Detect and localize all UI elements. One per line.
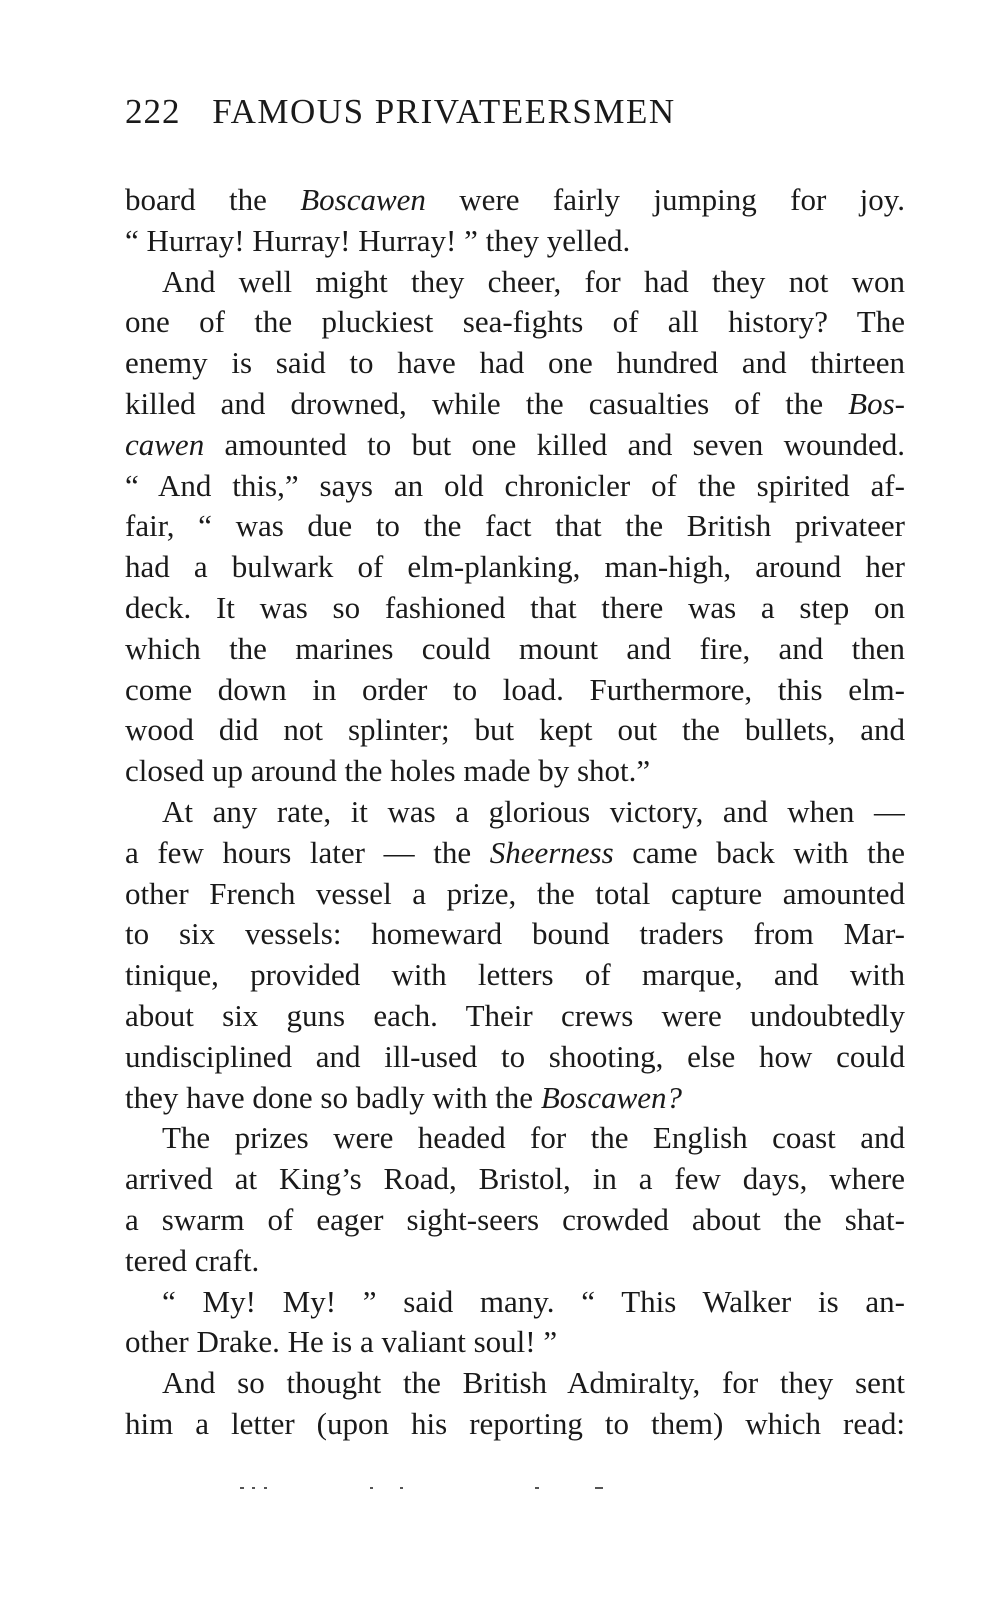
text-line: And so thought the British Admiralty, for they sent [162, 1365, 905, 1401]
text-line: enemy is said to have had one hundred and thirteen [125, 345, 905, 381]
text-line: to six vessels: homeward bound traders from Mar- [125, 916, 905, 952]
print-mark [252, 1487, 255, 1489]
page-number: 222 [125, 92, 181, 131]
text-line: arrived at King’s Road, Bristol, in a few days, where [125, 1161, 905, 1197]
running-head [125, 92, 905, 142]
body-text [125, 180, 905, 1445]
text-line: a few hours later — the Sheerness came back with the [125, 834, 905, 870]
text-line: undisciplined and ill-used to shooting, else how could [125, 1038, 905, 1074]
text-line: tinique, provided with letters of marque, and with [125, 957, 905, 993]
text-line: had a bulwark of elm-planking, man-high, around her [125, 549, 905, 585]
text-line: one of the pluckiest sea-fights of all history? The [125, 304, 905, 340]
text-line: “ My! My! ” said many. “ This Walker is an- [162, 1283, 905, 1319]
text-line: they have done so badly with the Boscawen? [125, 1079, 683, 1115]
print-mark [264, 1487, 267, 1489]
text-line: At any rate, it was a glorious victory, and when — [162, 793, 905, 829]
text-line: wood did not splinter; but kept out the bullets, and [125, 712, 905, 748]
print-mark [370, 1487, 373, 1489]
text-line: him a letter (upon his reporting to them) which read: [125, 1405, 905, 1441]
text-line: come down in order to load. Furthermore, this elm- [125, 671, 905, 707]
text-line: which the marines could mount and fire, and then [125, 630, 905, 666]
text-line: fair, “ was due to the fact that the British privateer [125, 508, 905, 544]
text-line: “ Hurray! Hurray! Hurray! ” they yelled. [125, 222, 631, 258]
text-line: killed and drowned, while the casualties of the Bos- [125, 385, 905, 421]
running-title: FAMOUS PRIVATEERSMEN [212, 92, 676, 131]
text-line: other French vessel a prize, the total capture amounted [125, 875, 905, 911]
text-line: deck. It was so fashioned that there was a step on [125, 589, 905, 625]
text-line: board the Boscawen were fairly jumping for joy. [125, 182, 905, 217]
text-line: tered craft. [125, 1242, 260, 1278]
text-line: And well might they cheer, for had they not won [162, 263, 905, 299]
text-line: closed up around the holes made by shot.” [125, 753, 651, 789]
print-mark [400, 1487, 403, 1489]
text-line: about six guns each. Their crews were undoubtedly [125, 997, 905, 1033]
print-mark [535, 1487, 539, 1489]
print-mark [595, 1487, 603, 1489]
text-line: cawen amounted to but one killed and seven wounded. [125, 426, 905, 462]
text-line: “ And this,” says an old chronicler of the spirited af- [125, 467, 905, 503]
text-line: a swarm of eager sight-seers crowded about the shat- [125, 1201, 905, 1237]
text-line: The prizes were headed for the English coast and [162, 1120, 905, 1156]
print-mark [240, 1487, 244, 1489]
footer-print-marks [240, 1487, 620, 1493]
text-line: other Drake. He is a valiant soul! ” [125, 1324, 558, 1360]
